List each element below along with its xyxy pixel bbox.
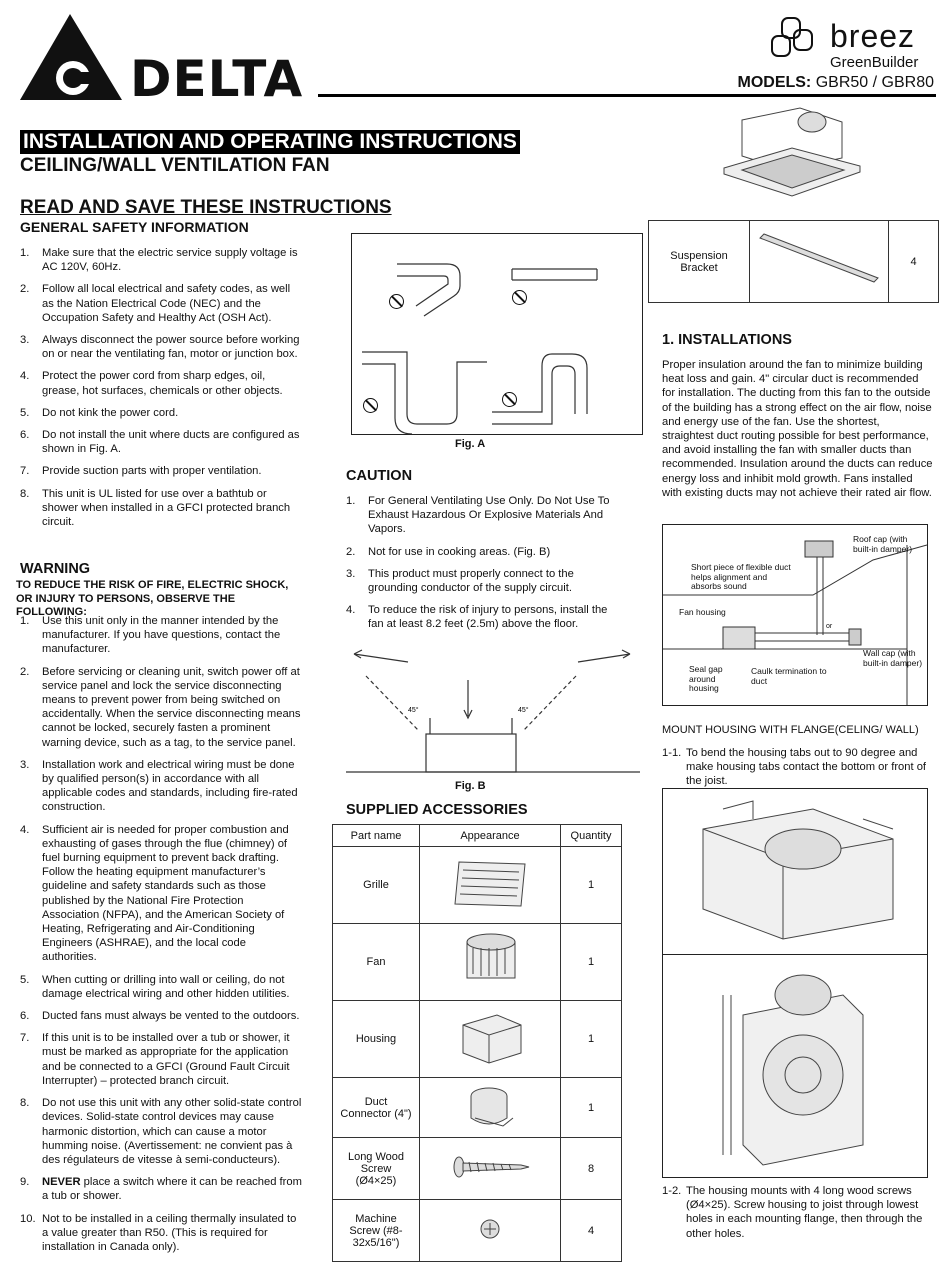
page-title: INSTALLATION AND OPERATING INSTRUCTIONS xyxy=(20,130,520,154)
fan-icon xyxy=(445,985,535,997)
no-sign-icon xyxy=(363,398,378,413)
bracket-qty: 4 xyxy=(889,221,939,303)
bracket-appearance xyxy=(750,221,889,303)
list-item xyxy=(20,246,302,274)
step-1-2-text: The housing mounts with 4 long wood screws (Ø4×25). Screw housing to joist through lowest holes in each mounting flange, then through the other holes. xyxy=(686,1185,923,1240)
list-item xyxy=(346,545,616,559)
breez-leaf-icon xyxy=(768,16,830,62)
col-header-quantity: Quantity xyxy=(561,825,622,847)
bracket-icon xyxy=(754,230,884,290)
fig-b-angle-left-label: 45° xyxy=(408,707,419,714)
list-item-number: 9. xyxy=(20,1176,30,1189)
col-header-part: Part name xyxy=(333,825,420,847)
list-item xyxy=(20,1009,302,1023)
label-fan-housing: Fan housing xyxy=(679,607,726,617)
breez-logo xyxy=(768,16,938,76)
fan-product-icon xyxy=(722,100,862,200)
models-value: GBR50 / GBR80 xyxy=(815,74,934,91)
step-1-2 xyxy=(662,1184,934,1241)
list-item-number: 2. xyxy=(20,283,30,296)
bracket-name: Suspension Bracket xyxy=(649,221,750,303)
grille-icon xyxy=(445,903,535,915)
label-wall-cap: Wall cap (with built-in damper) xyxy=(863,648,923,668)
list-item-text: Installation work and electrical wiring must be done by qualified person(s) in accordance with all applicable codes and standards, including fire-rated construction. xyxy=(42,758,298,814)
col-header-appearance: Appearance xyxy=(420,825,561,847)
part-appearance xyxy=(420,1001,561,1078)
list-item-text: This product must properly connect to the grounding conductor of the supply circuit. xyxy=(368,567,574,595)
housing-photo-1 xyxy=(662,788,928,955)
caution-list xyxy=(346,494,616,640)
header-rule xyxy=(318,94,936,97)
housing-photo-2 xyxy=(662,954,928,1178)
part-quantity: 1 xyxy=(561,1001,622,1078)
product-image xyxy=(722,100,862,200)
part-appearance xyxy=(420,1200,561,1262)
label-roof-cap: Roof cap (with built-in damper) xyxy=(853,534,913,554)
list-item-number: 4. xyxy=(20,823,30,836)
fig-b-caption: Fig. B xyxy=(455,780,486,792)
machine-screw-icon xyxy=(470,1235,510,1247)
part-appearance xyxy=(420,1138,561,1200)
list-item-number: 2. xyxy=(346,545,356,558)
warning-list xyxy=(20,614,302,1262)
part-appearance xyxy=(420,924,561,1001)
list-item-text: When cutting or drilling into wall or ceiling, do not damage electrical wiring and other hidden utilities. xyxy=(42,973,290,1000)
list-item-number: 8. xyxy=(20,487,30,500)
list-item xyxy=(20,369,302,397)
list-item-number: 3. xyxy=(346,567,356,580)
page-subtitle: CEILING/WALL VENTILATION FAN xyxy=(20,155,330,176)
part-quantity: 4 xyxy=(561,1200,622,1262)
label-seal-gap: Seal gap around housing xyxy=(689,664,723,693)
part-name: Grille xyxy=(333,847,420,924)
list-item-text: Protect the power cord from sharp edges, oil, grease, hot surfaces, chemicals or other objects. xyxy=(42,370,283,397)
mount-heading: MOUNT HOUSING WITH FLANGE(CELING/ WALL) xyxy=(662,724,919,736)
list-item-text: Not to be installed in a ceiling thermally insulated to a value greater than R50. (This is required for installation in Canada only). xyxy=(42,1212,297,1253)
list-item-number: 6. xyxy=(20,1010,30,1023)
table-row xyxy=(333,847,622,924)
list-item-text: To reduce the risk of injury to persons, install the fan at least 8.2 feet (2.5m) above the floor. xyxy=(368,604,608,631)
list-item-text: Ducted fans must always be vented to the outdoors. xyxy=(42,1010,300,1023)
wood-screw-icon xyxy=(445,1173,535,1185)
list-item-text: Before servicing or cleaning unit, switch power off at service panel and lock the service disconnecting means to prevent power from being switched on accidentally. When the service disconnecting means cannot be locked, securely fasten a prominent warning device, such as a tag, to the service panel. xyxy=(42,665,301,749)
list-item-text: Provide suction parts with proper ventilation. xyxy=(42,465,262,478)
list-item-number: 7. xyxy=(20,465,30,478)
accessories-heading: SUPPLIED ACCESSORIES xyxy=(346,802,528,818)
list-item xyxy=(346,603,616,631)
list-item-number: 8. xyxy=(20,1097,30,1110)
list-item xyxy=(20,823,302,965)
fig-b-diagram xyxy=(346,648,640,774)
part-appearance xyxy=(420,847,561,924)
step-1-2-number: 1-2. xyxy=(662,1185,682,1197)
table-row xyxy=(333,1138,622,1200)
warning-heading: WARNING xyxy=(20,561,91,577)
table-row xyxy=(333,1200,622,1262)
breez-word: breez xyxy=(830,18,916,54)
list-item-number: 3. xyxy=(20,334,30,347)
housing-icon xyxy=(445,1060,535,1072)
list-item xyxy=(20,333,302,361)
accessories-table xyxy=(332,824,622,1262)
part-quantity: 1 xyxy=(561,924,622,1001)
list-item-number: 7. xyxy=(20,1032,30,1045)
part-name: Fan xyxy=(333,924,420,1001)
general-safety-heading: GENERAL SAFETY INFORMATION xyxy=(20,219,249,235)
list-item xyxy=(20,614,302,657)
list-item-text: Do not kink the power cord. xyxy=(42,406,179,419)
list-item-number: 10. xyxy=(20,1212,36,1225)
fig-b-angle-right-label: 45° xyxy=(518,707,529,714)
brand-name: DELTA xyxy=(130,50,304,108)
fig-a-caption: Fig. A xyxy=(455,438,486,450)
part-quantity: 8 xyxy=(561,1138,622,1200)
list-item xyxy=(20,973,302,1001)
models-line xyxy=(737,74,934,92)
list-item-number: 4. xyxy=(346,604,356,617)
list-item-text: Always disconnect the power source before working on or near the ventilating fan, motor or junction box. xyxy=(42,334,300,361)
list-item-number: 3. xyxy=(20,758,30,771)
list-item xyxy=(20,1175,302,1203)
step-1-1 xyxy=(662,746,934,789)
fig-b-kitchen xyxy=(346,648,640,774)
list-item xyxy=(20,665,302,750)
list-item-number: 5. xyxy=(20,406,30,419)
step-1-1-text: To bend the housing tabs out to 90 degree and make housing tabs contact the bottom or front of the joist. xyxy=(686,747,927,788)
installations-heading: 1. INSTALLATIONS xyxy=(662,332,792,348)
table-row xyxy=(333,924,622,1001)
list-item xyxy=(20,487,302,530)
list-item-number: 4. xyxy=(20,370,30,383)
step-1-1-number: 1-1. xyxy=(662,747,682,759)
list-item xyxy=(20,282,302,325)
list-item-text: If this unit is to be installed over a tub or shower, it must be marked as appropriate for the application and be connected to a GFCI (Ground Fault Circuit Interrupter) – protected branch circuit. xyxy=(42,1032,290,1087)
delta-logo xyxy=(18,12,318,108)
part-name: Machine Screw (#8-32x5/16") xyxy=(333,1200,420,1262)
list-item xyxy=(20,1031,302,1088)
list-item-text: Do not install the unit where ducts are configured as shown in Fig. A. xyxy=(42,429,300,456)
fig-a-diagram xyxy=(351,233,643,435)
list-item-text: place a switch where it can be reached from a tub or shower. xyxy=(42,1176,302,1203)
list-item xyxy=(20,428,302,456)
fig-a-ducts xyxy=(352,234,642,434)
list-item xyxy=(20,406,302,420)
part-quantity: 1 xyxy=(561,847,622,924)
part-appearance xyxy=(420,1078,561,1138)
list-item-text: Do not use this unit with any other solid-state control devices. Solid-state control devices may cause harmonic distortion, which can cause a motor humming noise. (Avertissement: ne convient pas à des régulateurs de vitesse à semi-conducteurs). xyxy=(42,1097,302,1166)
part-quantity: 1 xyxy=(561,1078,622,1138)
housing-wall-icon xyxy=(663,955,927,1177)
warning-intro: TO REDUCE THE RISK OF FIRE, ELECTRIC SHOCK, OR INJURY TO PERSONS, OBSERVE THE FOLLOWING: xyxy=(16,579,289,618)
greenbuilder-word: GreenBuilder xyxy=(830,54,919,71)
list-item-number: 2. xyxy=(20,665,30,678)
bracket-table xyxy=(648,220,939,303)
general-safety-list xyxy=(20,246,302,537)
list-item-text: For General Ventilating Use Only. Do Not Use To Exhaust Hazardous Or Explosive Materials And Vapors. xyxy=(368,495,610,536)
installation-diagram xyxy=(662,524,928,706)
no-sign-icon xyxy=(512,290,527,305)
list-item xyxy=(346,567,616,595)
list-item-text: Sufficient air is needed for proper combustion and exhausting of gases through the flue (chimney) of fuel burning equipment to prevent back drafting. Follow the heating equipment manufacturer’s guideline and safety standards such as those published by the National Fire Protection Association (NFPA), and the American Society of Heating, Refrigerating and Air-Conditioning Engineers (ASHRAE), and the local code authorities. xyxy=(42,823,289,964)
list-item xyxy=(20,464,302,478)
list-item-emphasis: NEVER xyxy=(42,1176,81,1189)
list-item-number: 5. xyxy=(20,973,30,986)
read-save-heading: READ AND SAVE THESE INSTRUCTIONS xyxy=(20,197,392,218)
table-row xyxy=(333,1078,622,1138)
list-item-number: 1. xyxy=(20,615,30,627)
list-item xyxy=(20,1096,302,1167)
table-row xyxy=(333,1001,622,1078)
label-short-piece: Short piece of flexible duct helps alignment and absorbs sound xyxy=(691,562,791,591)
caution-heading: CAUTION xyxy=(346,468,413,484)
list-item-number: 6. xyxy=(20,429,30,442)
list-item xyxy=(20,758,302,815)
installations-body: Proper insulation around the fan to minimize building heat loss and gain. 4" circular duct is recommended for installation. The ducting from this fan to the outside of the building has a strong effect on the air flow, noise and energy use of the fan. Use the shortest, straightest duct routing possible for best performance, and avoid installing the fan with smaller ducts than recommended. Insulation around the ducts can reduce energy loss and inhibit mold growth. Fans installed with existing ducts may not achieve their rated air flow. xyxy=(662,359,933,499)
part-name: Long Wood Screw (Ø4×25) xyxy=(333,1138,420,1200)
no-sign-icon xyxy=(389,294,404,309)
list-item-number: 1. xyxy=(346,495,356,507)
list-item xyxy=(20,1212,302,1255)
no-sign-icon xyxy=(502,392,517,407)
label-caulk: Caulk termination to duct xyxy=(751,666,827,686)
list-item-text: Use this unit only in the manner intended by the manufacturer. If you have questions, contact the manufacturer. xyxy=(42,615,281,656)
housing-tabs-icon xyxy=(663,789,927,954)
part-name: Housing xyxy=(333,1001,420,1078)
list-item-text: This unit is UL listed for use over a bathtub or shower when installed in a GFCI protected branch circuit. xyxy=(42,487,291,529)
list-item xyxy=(346,494,616,537)
list-item-text: Not for use in cooking areas. (Fig. B) xyxy=(368,545,551,558)
models-label: MODELS: xyxy=(737,74,812,91)
duct-connector-icon xyxy=(445,1125,535,1137)
label-or: or xyxy=(826,623,833,630)
list-item-text: Make sure that the electric service supply voltage is AC 120V, 60Hz. xyxy=(42,247,298,274)
list-item-number: 1. xyxy=(20,247,30,259)
part-name: Duct Connector (4") xyxy=(333,1078,420,1138)
list-item-text: Follow all local electrical and safety codes, as well as the Nation Electrical Code (NEC) and the Occupation Safety and Healthy Act (OSH Act). xyxy=(42,283,291,324)
